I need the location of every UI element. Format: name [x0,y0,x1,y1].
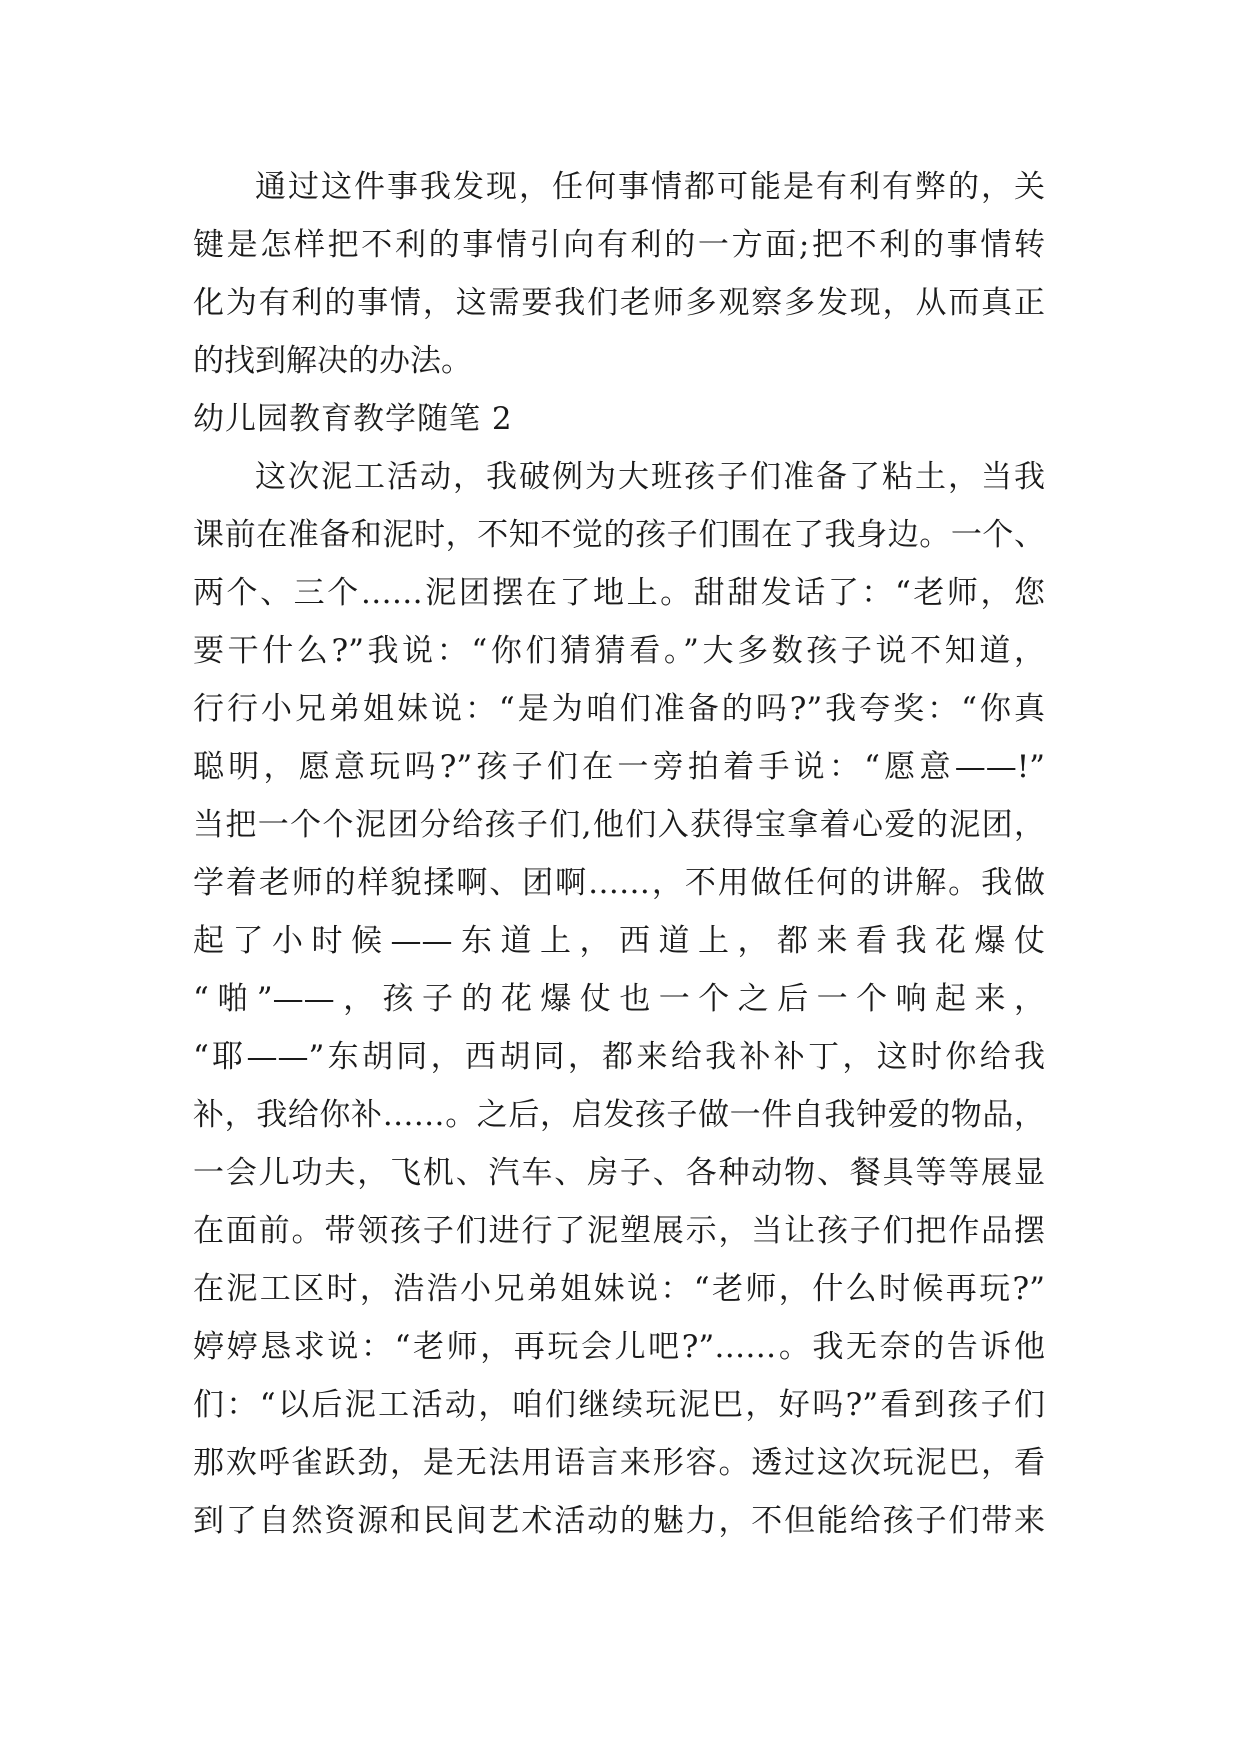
text-line: 课前在准备和泥时，不知不觉的孩子们围在了我身边。一个、 [193,517,1045,553]
text-line: 起了小时候——东道上，西道上，都来看我花爆仗 [193,923,1045,959]
text-line: “耶——”东胡同，西胡同，都来给我补补丁，这时你给我 [193,1039,1045,1075]
text-line: 在面前。带领孩子们进行了泥塑展示，当让孩子们把作品摆 [193,1213,1045,1249]
text-line: 婷婷恳求说：“老师，再玩会儿吧?”……。我无奈的告诉他 [193,1329,1045,1365]
text-line: 在泥工区时，浩浩小兄弟姐妹说：“老师，什么时候再玩?” [193,1271,1045,1307]
text-line: 行行小兄弟姐妹说：“是为咱们准备的吗?”我夸奖：“你真 [193,691,1045,727]
text-line: 的找到解决的办法。 [193,343,472,379]
text-line: 补，我给你补……。之后，启发孩子做一件自我钟爱的物品， [193,1097,1045,1133]
text-line: 化为有利的事情，这需要我们老师多观察多发现，从而真正 [193,285,1045,321]
section-heading: 幼儿园教育教学随笔 2 [193,401,513,437]
text-line: 学着老师的样貌揉啊、团啊……，不用做任何的讲解。我做 [193,865,1045,901]
text-line: “啪”——，孩子的花爆仗也一个之后一个响起来， [193,981,1045,1017]
text-line: 键是怎样把不利的事情引向有利的一方面;把不利的事情转 [193,227,1045,263]
text-line: 那欢呼雀跃劲，是无法用语言来形容。透过这次玩泥巴，看 [193,1445,1045,1481]
text-line: 一会儿功夫，飞机、汽车、房子、各种动物、餐具等等展显 [193,1155,1045,1191]
text-line: 到了自然资源和民间艺术活动的魅力，不但能给孩子们带来 [193,1503,1045,1539]
text-line: 聪明，愿意玩吗?”孩子们在一旁拍着手说：“愿意——!” [193,749,1045,785]
text-line: 们：“以后泥工活动，咱们继续玩泥巴，好吗?”看到孩子们 [193,1387,1045,1423]
text-line: 通过这件事我发现，任何事情都可能是有利有弊的，关 [255,169,1045,205]
text-line: 这次泥工活动，我破例为大班孩子们准备了粘土，当我 [255,459,1045,495]
text-line: 要干什么?”我说：“你们猜猜看。”大多数孩子说不知道， [193,633,1045,669]
text-line: 当把一个个泥团分给孩子们,他们入获得宝拿着心爱的泥团， [193,807,1045,843]
text-line: 两个、三个……泥团摆在了地上。甜甜发话了：“老师，您 [193,575,1045,611]
